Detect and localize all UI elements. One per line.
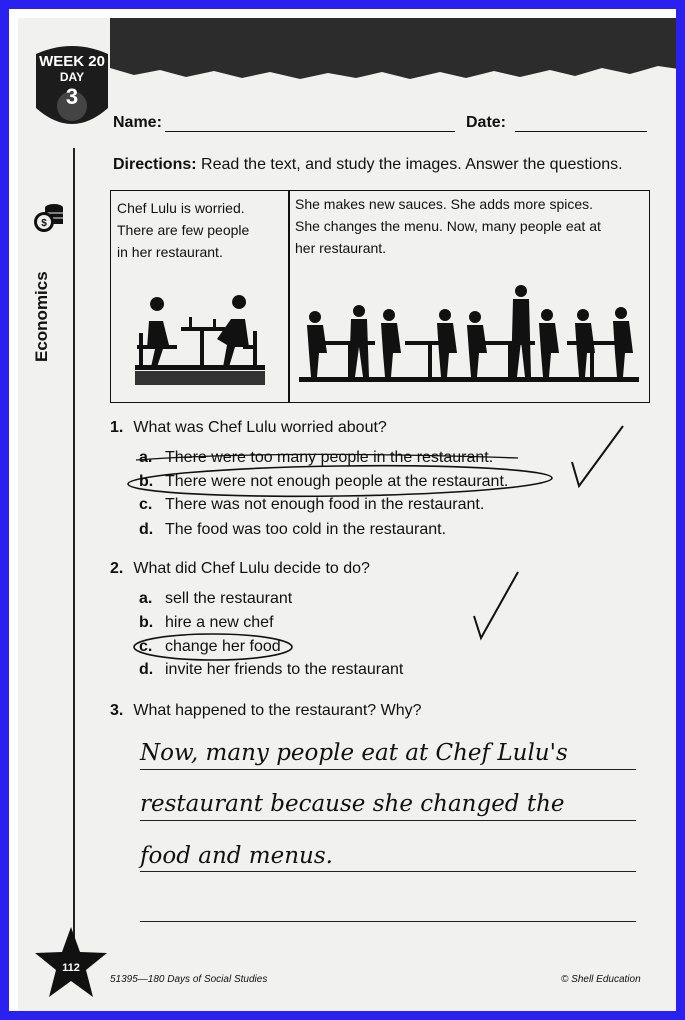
story-right-line: her restaurant. — [295, 240, 387, 256]
question-text: What did Chef Lulu decide to do? — [133, 560, 370, 577]
option-letter: b. — [139, 614, 154, 631]
week-label: WEEK 20 — [39, 53, 105, 70]
page-number: 112 — [62, 962, 80, 974]
question-number: 2. — [110, 560, 124, 577]
option-text: The food was too cold in the restaurant. — [165, 521, 447, 538]
date-label: Date: — [466, 114, 507, 131]
question-number: 1. — [110, 419, 124, 436]
name-label: Name: — [113, 114, 162, 131]
option-letter: d. — [139, 661, 154, 678]
story-right-line: She changes the menu. Now, many people eat at — [295, 218, 601, 234]
worksheet-page — [18, 18, 685, 1020]
question-text: What was Chef Lulu worried about? — [133, 419, 387, 436]
option-text: change her food — [165, 638, 281, 655]
option-text: There were not enough people at the restaurant. — [165, 473, 509, 490]
option-text: There were too many people in the restaurant. — [165, 449, 494, 466]
option-text: sell the restaurant — [165, 590, 293, 607]
handwritten-answer-line: restaurant because she changed the — [140, 791, 565, 817]
pen-marks — [18, 18, 685, 1020]
option-letter: c. — [139, 638, 153, 655]
handwritten-answer-line: Now, many people eat at Chef Lulu's — [140, 740, 568, 766]
directions-text: Read the text, and study the images. Answer the questions. — [201, 156, 623, 173]
option-text: invite her friends to the restaurant — [165, 661, 404, 678]
story-left-line: in her restaurant. — [117, 244, 223, 260]
story-right-line: She makes new sauces. She adds more spices. — [295, 196, 594, 212]
option-letter: c. — [139, 496, 153, 513]
book-title: 51395—180 Days of Social Studies — [110, 974, 268, 985]
option-letter: a. — [139, 590, 153, 607]
directions-label: Directions: — [113, 156, 197, 173]
story-left-line: There are few people — [117, 222, 250, 238]
option-text: hire a new chef — [165, 614, 274, 631]
day-label: DAY — [59, 70, 85, 84]
question-text: What happened to the restaurant? Why? — [133, 702, 422, 719]
story-left-line: Chef Lulu is worried. — [117, 200, 245, 216]
publisher: © Shell Education — [561, 974, 641, 985]
day-number: 3 — [65, 84, 79, 109]
option-letter: a. — [139, 449, 153, 466]
subject-label: Economics — [32, 271, 51, 362]
handwritten-answer-line: food and menus. — [140, 843, 333, 869]
question-number: 3. — [110, 702, 124, 719]
option-text: There was not enough food in the restaurant. — [165, 496, 485, 513]
svg-text:$: $ — [41, 218, 47, 229]
option-letter: b. — [139, 473, 154, 490]
option-letter: d. — [139, 521, 154, 538]
